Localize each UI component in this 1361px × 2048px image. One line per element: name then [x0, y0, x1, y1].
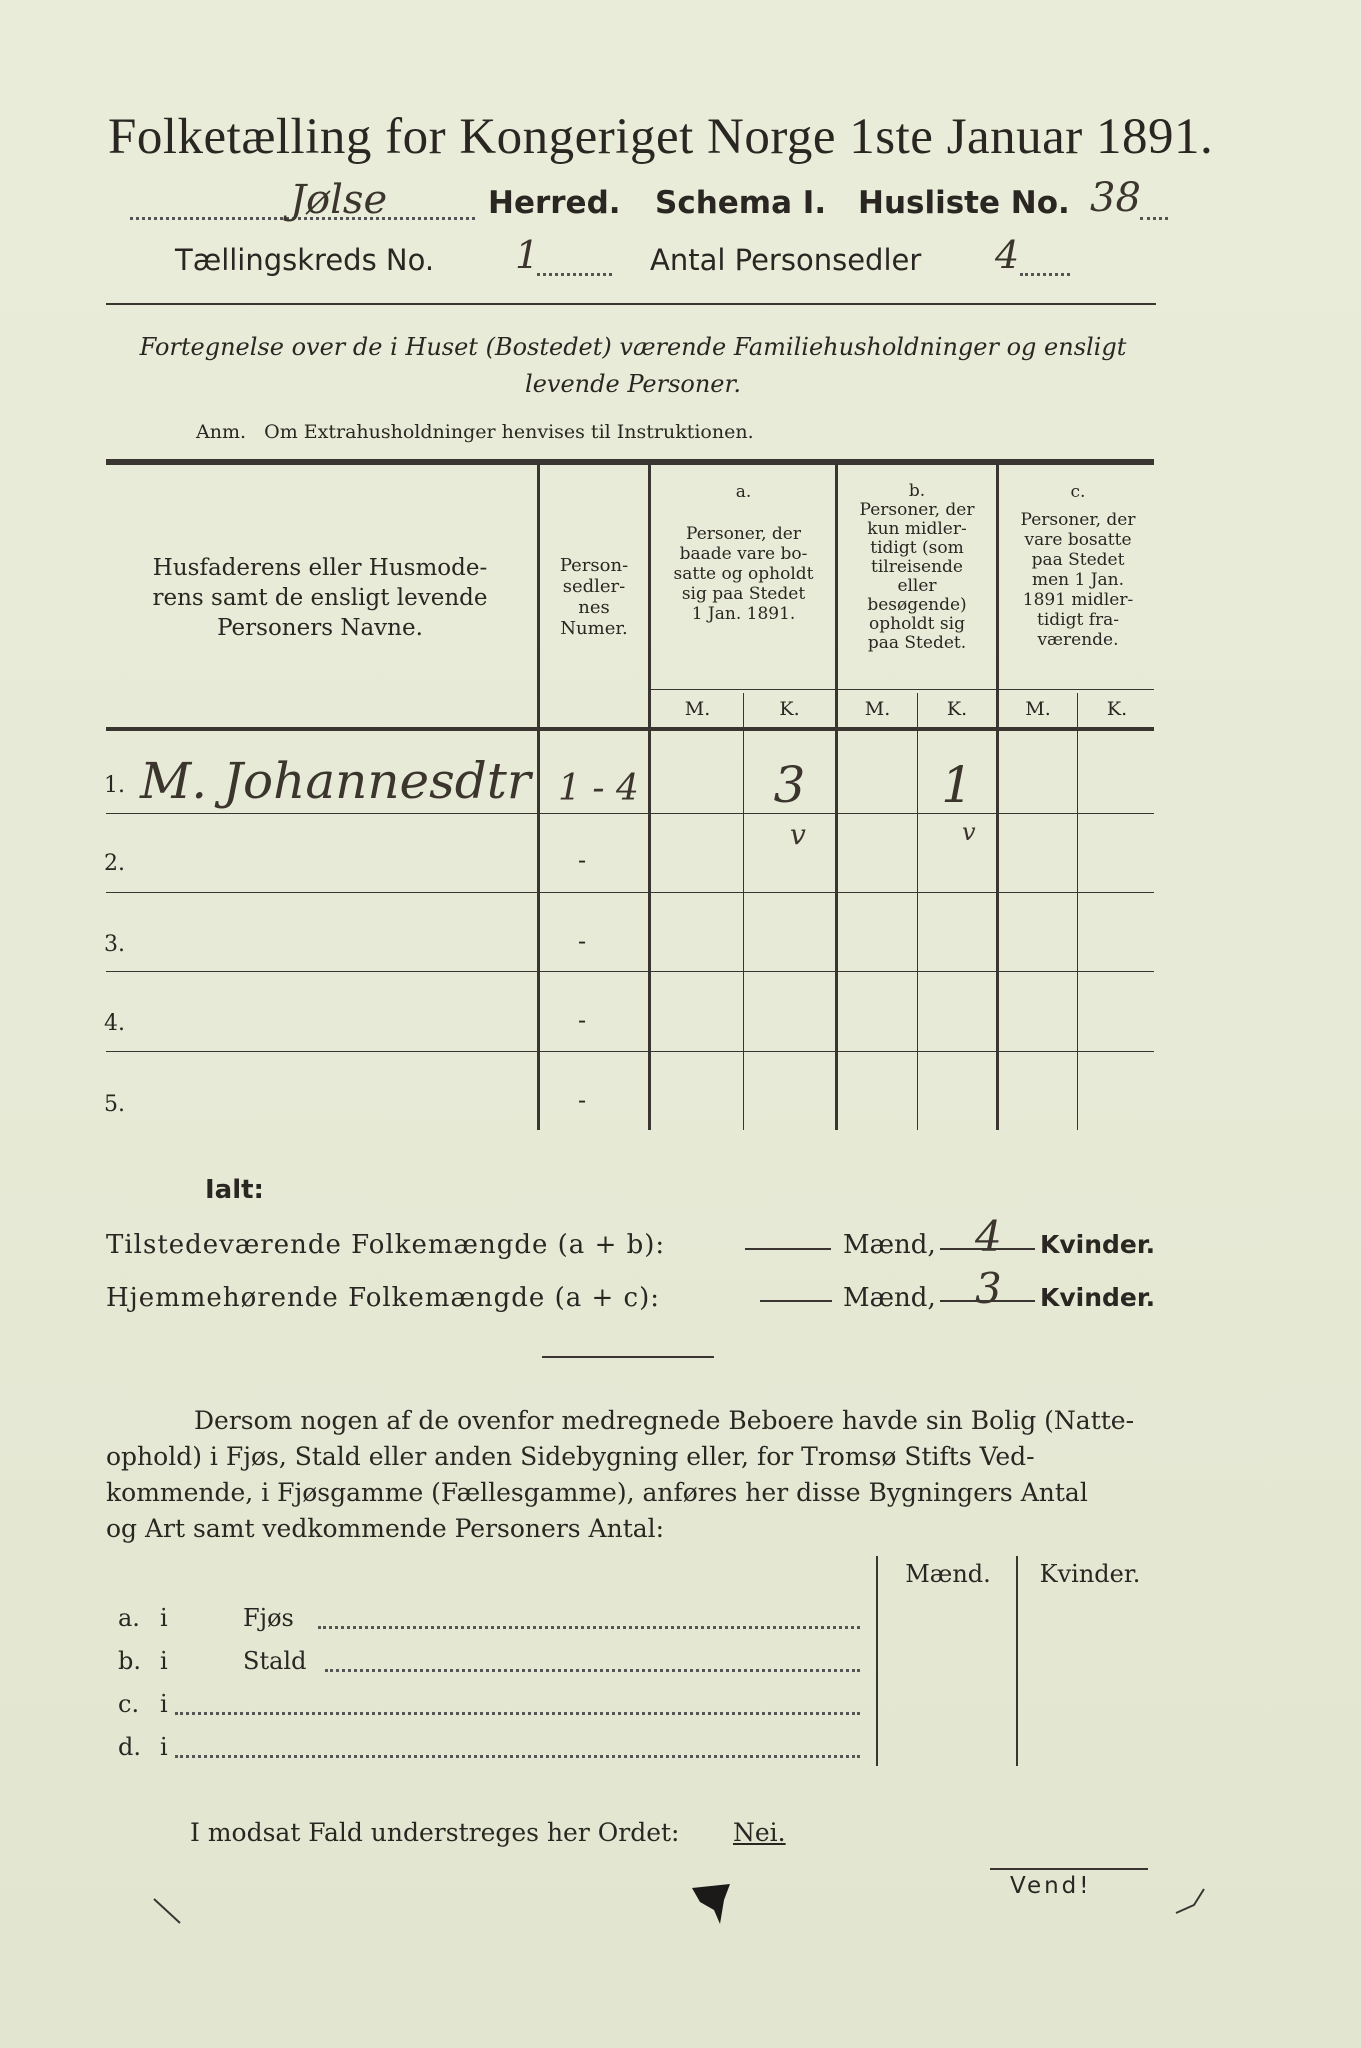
- para-line-4: og Art samt vedkommende Personers Antal:: [106, 1514, 665, 1543]
- bldg-rule-2: [1016, 1556, 1018, 1766]
- col-c-header: [999, 482, 1157, 650]
- col-rule-2: [648, 465, 651, 1130]
- col-a-letter: a.: [735, 482, 752, 502]
- ink-blot-mark: [690, 1880, 740, 1930]
- row-1-number: 1.: [104, 773, 125, 798]
- row-4-sedler: -: [578, 1006, 587, 1034]
- total-line-1-kvinder: Kvinder.: [1040, 1230, 1156, 1259]
- col-name-line-2: rens samt de ensligt levende: [152, 585, 488, 611]
- row-1-b-check: v: [962, 818, 976, 846]
- col-b-line-2: kun midler-: [867, 519, 967, 539]
- pen-stroke-mark-left: [150, 1895, 190, 1930]
- schema-label: Schema I.: [655, 185, 827, 221]
- col-num-header: [540, 555, 648, 639]
- para-line-3: kommende, i Fjøsgamme (Fællesgamme), anføres her disse Bygningers Antal: [106, 1478, 1088, 1507]
- col-name-line-1: Husfaderens eller Husmode-: [152, 555, 488, 581]
- col-num-line-2: sedler-: [562, 576, 626, 597]
- col-b-line-6: besøgende): [867, 595, 967, 615]
- pen-stroke-mark-right: [1170, 1885, 1210, 1920]
- col-c-line-3: paa Stedet: [1031, 550, 1125, 570]
- bldg-b-dots: [325, 1669, 860, 1672]
- col-c-k: K.: [1106, 698, 1128, 720]
- husliste-label: Husliste No.: [858, 185, 1070, 221]
- col-a-line-3: satte og opholdt: [673, 564, 814, 584]
- col-a-header: [652, 482, 835, 624]
- col-b-line-7: opholdt sig: [869, 614, 965, 634]
- col-b-header: [838, 482, 996, 653]
- col-num-line-4: Numer.: [560, 618, 628, 639]
- col-b-letter: b.: [908, 481, 926, 501]
- vend-rule: [990, 1868, 1148, 1870]
- vend-text: Vend!: [1010, 1873, 1092, 1899]
- col-c-m: M.: [1025, 698, 1051, 720]
- col-b-k: K.: [946, 698, 968, 720]
- bldg-kvinder-header: Kvinder.: [1039, 1560, 1141, 1588]
- col-num-line-1: Person-: [559, 555, 629, 576]
- bldg-rule-1: [876, 1556, 878, 1766]
- total-line-1-value: 4: [975, 1212, 1002, 1261]
- col-c-letter: c.: [1070, 482, 1086, 502]
- row-1-b-k: 1: [941, 756, 973, 814]
- total-line-2-maend: Mænd,: [843, 1283, 936, 1313]
- total-line-2-label: Hjemmehørende Folkemængde (a + c):: [106, 1283, 660, 1313]
- mk-rule: [650, 689, 1154, 690]
- col-c-line-5: 1891 midler-: [1022, 590, 1134, 610]
- total-line-2-kvinder: Kvinder.: [1040, 1283, 1156, 1312]
- col-b-line-8: paa Stedet.: [867, 633, 967, 653]
- col-a-line-1: Personer, der: [686, 524, 801, 544]
- bldg-a-dots: [318, 1626, 860, 1629]
- col-a-line-4: sig paa Stedet: [681, 584, 806, 604]
- col-a-line-5: 1 Jan. 1891.: [691, 604, 796, 624]
- total-line-2-value: 3: [975, 1264, 1002, 1313]
- bldg-c-dots: [175, 1712, 860, 1715]
- bldg-a-label: Fjøs: [243, 1604, 294, 1632]
- col-a-k: K.: [779, 698, 800, 720]
- bldg-a-i: i: [160, 1604, 168, 1632]
- header-kreds-line: [175, 233, 1175, 293]
- bldg-b-label: Stald: [243, 1647, 307, 1675]
- total-line-2-blank: [760, 1300, 832, 1302]
- col-b-m: M.: [864, 698, 891, 720]
- col-b-line-5: eller: [897, 576, 937, 596]
- col-rule-c-mk: [1077, 693, 1078, 1130]
- row-4-number: 4.: [104, 1011, 125, 1036]
- row-5-sedler: -: [578, 1086, 587, 1114]
- col-b-line-1: Personer, der: [859, 500, 975, 520]
- col-c-line-4: men 1 Jan.: [1031, 570, 1125, 590]
- row-2-number: 2.: [104, 851, 125, 876]
- bldg-a-letter: a.: [118, 1604, 140, 1632]
- row-5-number: 5.: [104, 1092, 125, 1117]
- separator-rule: [542, 1356, 714, 1358]
- col-c-line-7: værende.: [1037, 630, 1119, 650]
- row-1-a-k: 3: [773, 756, 806, 814]
- antal-value: 4: [995, 233, 1020, 277]
- modsat-text: I modsat Fald understreges her Ordet:: [190, 1818, 680, 1847]
- bldg-d-letter: d.: [118, 1733, 141, 1761]
- col-name-header: [110, 553, 530, 643]
- header-rule: [106, 303, 1156, 305]
- bldg-b-i: i: [160, 1647, 168, 1675]
- row-1-a-check: v: [790, 818, 806, 851]
- para-line-1: Dersom nogen af de ovenfor medregnede Beboere havde sin Bolig (Natte-: [194, 1406, 1135, 1435]
- kreds-label: Tællingskreds No.: [175, 243, 435, 277]
- bldg-d-dots: [175, 1755, 860, 1758]
- col-a-m: M.: [684, 698, 711, 720]
- herred-label: Herred.: [488, 185, 621, 221]
- col-b-line-4: tilreisende: [870, 557, 963, 577]
- col-c-line-6: tidigt fra-: [1036, 610, 1119, 630]
- bldg-c-letter: c.: [118, 1690, 140, 1718]
- bldg-maend-header: Mænd.: [905, 1560, 991, 1588]
- col-c-line-2: vare bosatte: [1024, 530, 1132, 550]
- row-1-sedler: 1 - 4: [558, 768, 639, 809]
- col-name-line-3: Personers Navne.: [217, 615, 423, 641]
- col-a-line-2: baade vare bo-: [679, 544, 808, 564]
- row-2-sedler: -: [578, 846, 587, 874]
- intro-line-2: levende Personer.: [525, 370, 741, 398]
- col-c-line-1: Personer, der: [1020, 510, 1136, 530]
- bldg-b-letter: b.: [118, 1647, 141, 1675]
- row-rule-2: [106, 892, 1154, 893]
- row-3-sedler: -: [578, 927, 587, 955]
- husliste-value: 38: [1090, 175, 1141, 221]
- para-line-2: ophold) i Fjøs, Stald eller anden Sidebygning eller, for Tromsø Stifts Ved-: [106, 1442, 1035, 1471]
- kreds-dots: [537, 273, 612, 276]
- antal-label: Antal Personsedler: [650, 243, 922, 277]
- intro-line-1: Fortegnelse over de i Huset (Bostedet) værende Familiehusholdninger og ensligt: [139, 333, 1127, 361]
- bldg-d-i: i: [160, 1733, 168, 1761]
- total-line-1-label: Tilstedeværende Folkemængde (a + b):: [106, 1230, 666, 1260]
- form-title: Folketælling for Kongeriget Norge 1ste Januar 1891.: [108, 109, 1214, 165]
- husliste-dots: [1140, 217, 1168, 220]
- ialt-label: Ialt:: [205, 1175, 264, 1205]
- col-b-line-3: tidigt (som: [870, 538, 964, 558]
- anm-note: Anm. Om Extrahusholdninger henvises til Instruktionen.: [196, 421, 754, 443]
- row-3-number: 3.: [104, 932, 125, 957]
- row-rule-4: [106, 1051, 1154, 1052]
- herred-value: Jølse: [290, 177, 388, 223]
- col-num-line-3: nes: [578, 597, 610, 618]
- antal-dots: [1020, 273, 1070, 276]
- total-line-1-maend: Mænd,: [843, 1230, 936, 1260]
- row-rule-3: [106, 971, 1154, 972]
- row-rule-1: [106, 813, 1154, 814]
- bldg-c-i: i: [160, 1690, 168, 1718]
- row-1-name: M. Johannesdtr: [140, 752, 531, 810]
- bolig-paragraph: [106, 1403, 1156, 1547]
- header-herred-line: [130, 175, 1170, 235]
- total-line-1-blank: [745, 1248, 831, 1250]
- nei-word: Nei.: [733, 1818, 786, 1847]
- kreds-value: 1: [515, 233, 540, 277]
